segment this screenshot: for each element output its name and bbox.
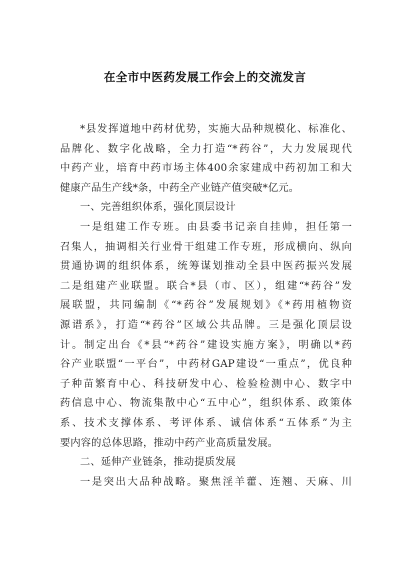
document-body <box>60 120 352 492</box>
text-line: 一、完善组织体系，强化顶层设计 <box>80 202 236 214</box>
text-line: 一是突出大品种战略。聚焦淫羊藿、连翘、天麻、川 <box>80 476 352 488</box>
text-line: 二、延伸产业链条，推动提质发展 <box>80 457 236 469</box>
text-line: 品牌化、数字化战略，全力打造“*药谷”，大力发展现代 <box>60 143 352 155</box>
text-line: 要内容的总体思路，推动中药产业高质量发展。 <box>60 437 279 449</box>
text-line: *县发挥道地中药材优势，实施大品种规模化、标准化、 <box>80 124 352 135</box>
text-line: 健康产品生产线*条，中药全产业链产值突破*亿元。 <box>60 182 300 194</box>
text-line: 一是组建工作专班。由县委书记亲自挂帅，担任第一 <box>80 221 352 233</box>
text-line: 计。制定出台《*县“*药谷”建设实施方案》，明确以*药 <box>60 339 352 351</box>
text-line: 系、技术支撑体系、考评体系、诚信体系“五体系”为主 <box>60 417 352 429</box>
text-line: 中药产业，培育中药市场主体400余家建成中药初加工和大 <box>60 163 352 175</box>
text-line: 源谱系》，打造“*药谷”区域公共品牌。三是强化顶层设 <box>60 319 352 331</box>
text-line: 二是组建产业联盟。联合*县（市、区），组建“*药谷”发 <box>60 280 352 292</box>
text-line: 谷产业联盟“一平台”，中药材GAP建设“一重点”，优良种 <box>60 359 352 371</box>
text-line: 展联盟，共同编制《“*药谷”发展规划》《*药用植物资 <box>60 300 352 312</box>
text-line: 药信息中心、物流集散中心“五中心”，组织体系、政策体 <box>60 398 352 410</box>
text-line: 子种苗繁育中心、科技研发中心、检验检测中心、数字中 <box>60 378 352 390</box>
text-line: 贯通协调的组织体系，统筹谋划推动全县中医药振兴发展 <box>60 261 352 273</box>
text-line: 召集人，抽调相关行业骨干组建工作专班，形成横向、纵向 <box>60 241 352 253</box>
document-title: 在全市中医药发展工作会上的交流发言 <box>103 70 307 84</box>
